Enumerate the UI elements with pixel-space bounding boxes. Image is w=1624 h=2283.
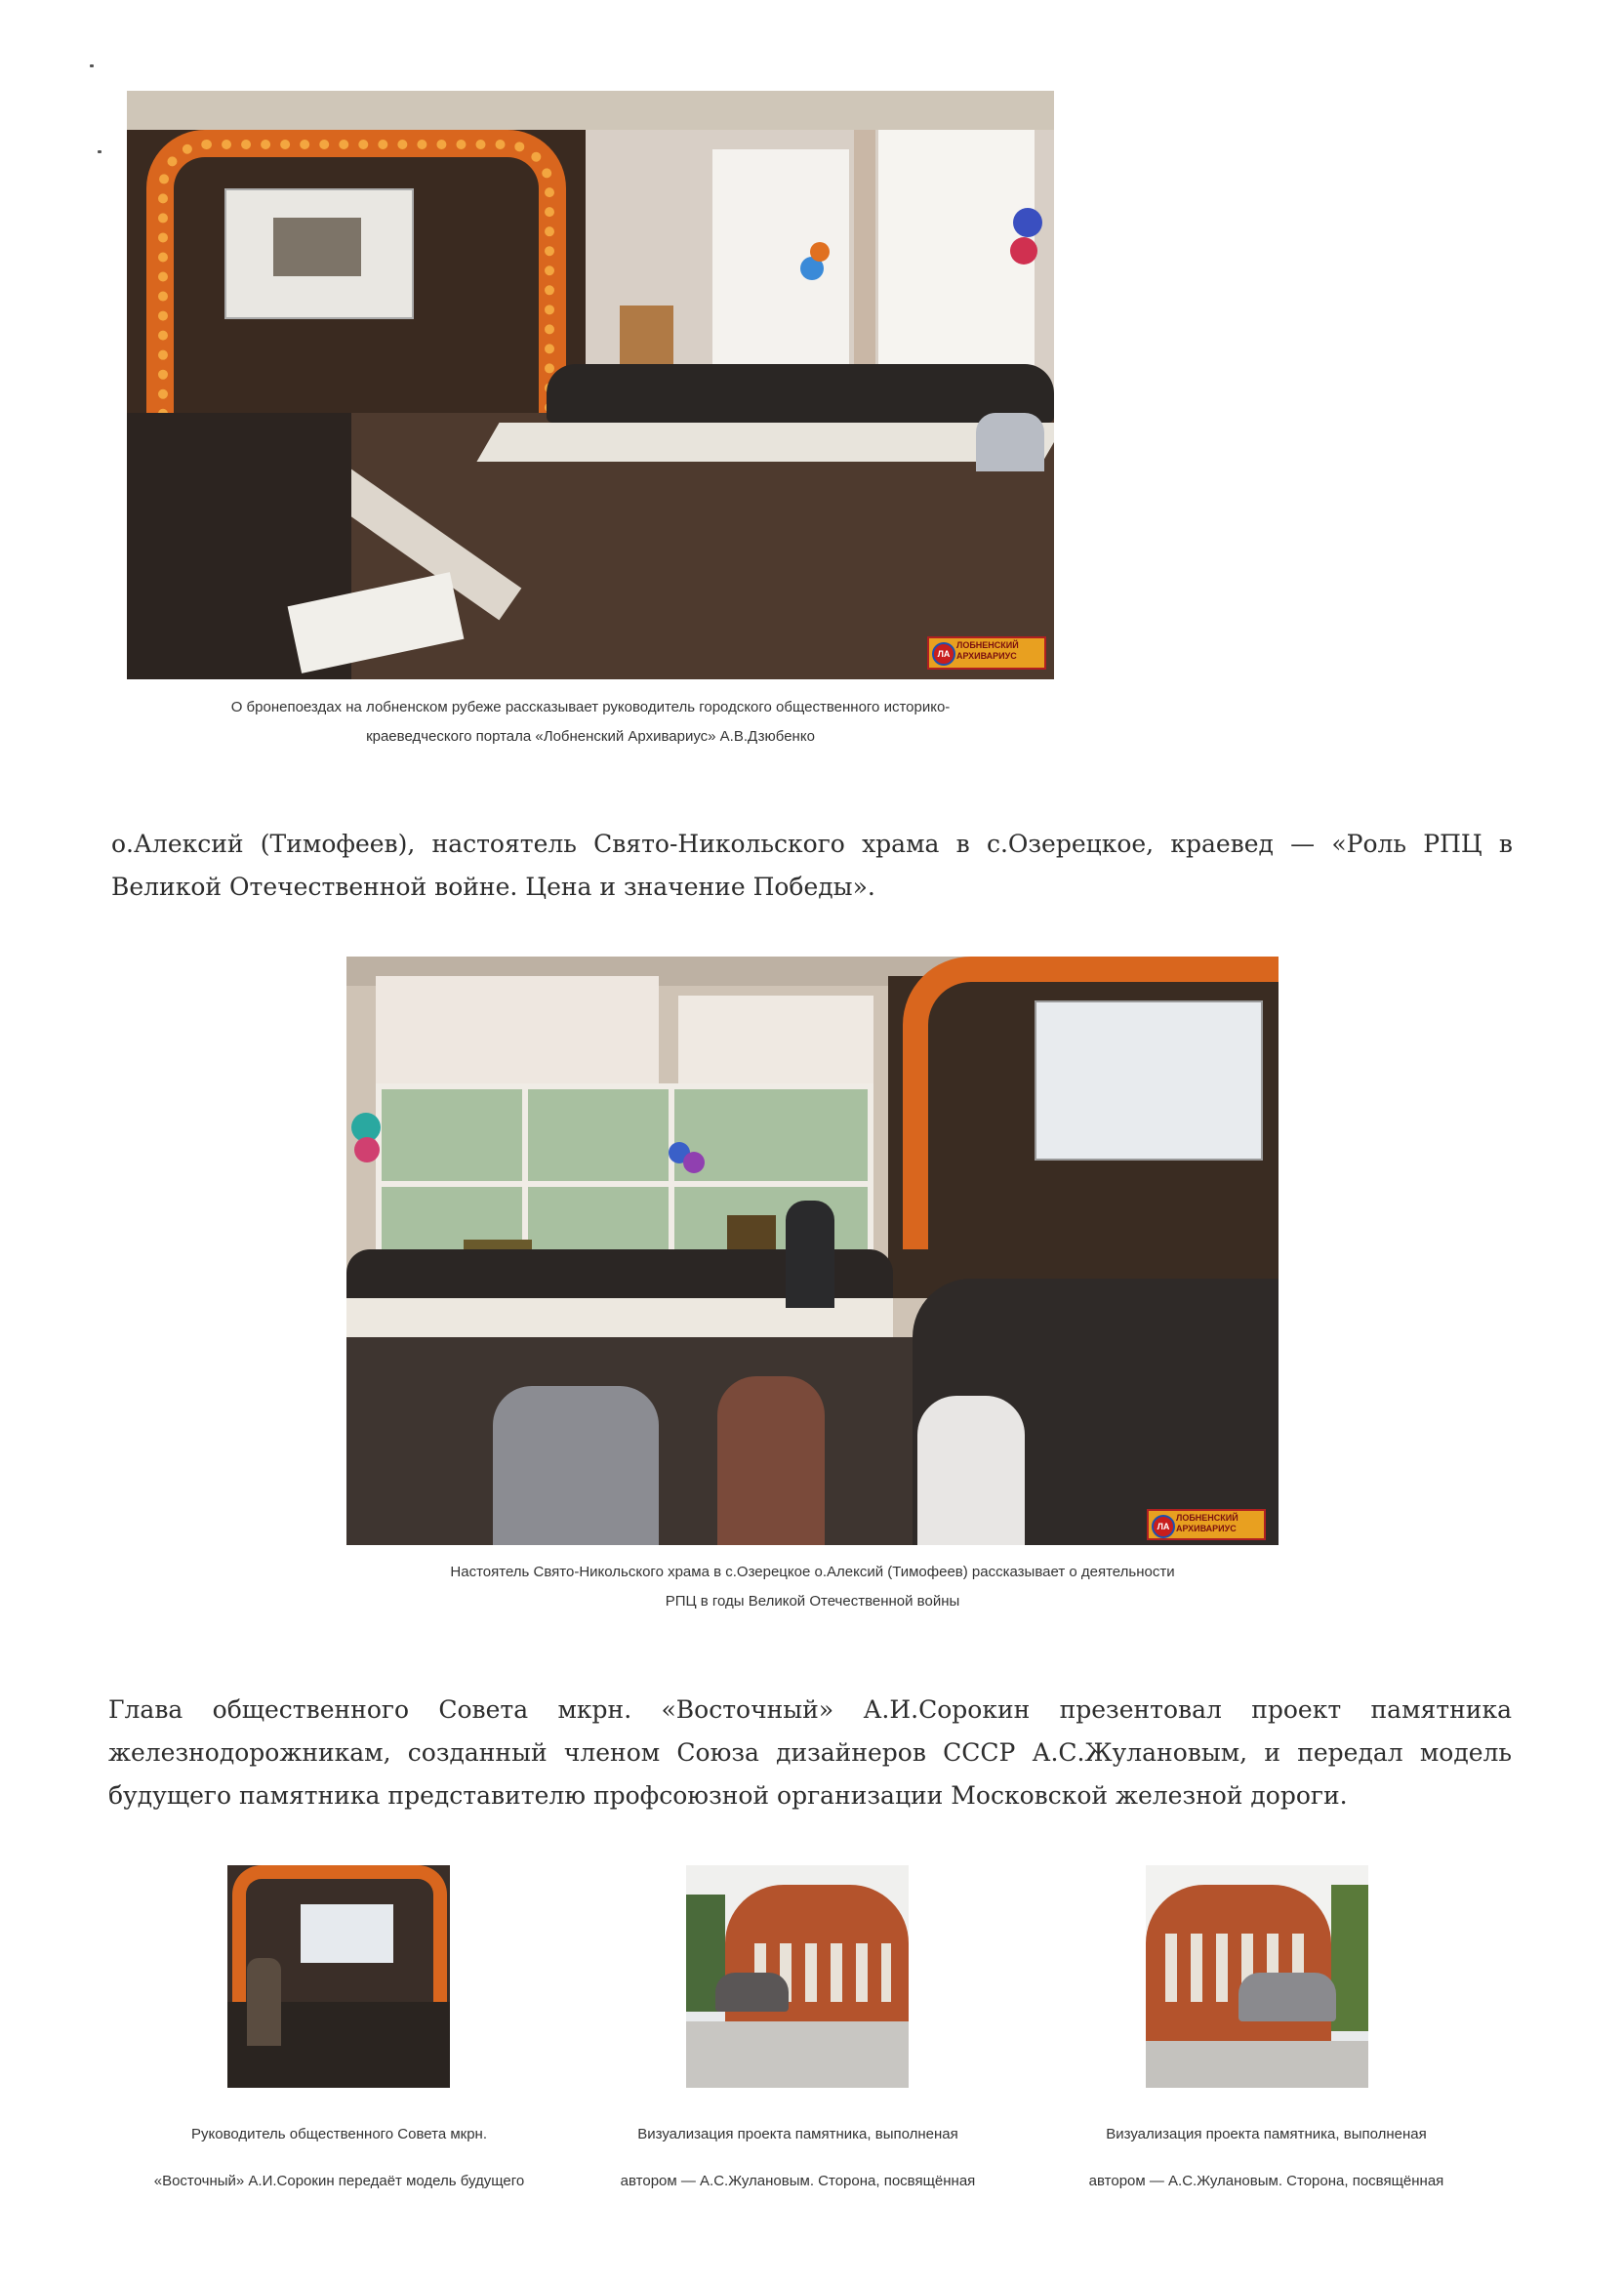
watermark-text-2: АРХИВАРИУС [956, 651, 1017, 661]
thumbnail-photo-1 [227, 1865, 450, 2088]
caption-line: Руководитель общественного Совета мкрн. [190, 2126, 488, 2142]
balloons-center [683, 1152, 705, 1173]
caption-line: автором — А.С.Жулановым. Сторона, посвящённая [1088, 2173, 1444, 2189]
caption-line: РПЦ в годы Великой Отечественной войны [665, 1593, 960, 1610]
caption-line: Визуализация проекта памятника, выполненая [1106, 2126, 1427, 2142]
balloons-mid [810, 242, 830, 262]
body-paragraph-2: Глава общественного Совета мкрн. «Восточный» А.И.Сорокин презентовал проект памятника железнодорожникам, созданный членом Союза дизайнеров СССР А.С.Жулановым, и передал модель будущего памятника представителю профсоюзной организации Московской железной дороги. [108, 1695, 1512, 1810]
attendees-row [547, 364, 1054, 423]
window-transom [376, 1181, 873, 1187]
caption-line: «Восточный» А.И.Сорокин передаёт модель будущего [153, 2173, 525, 2189]
figure-caption-1 [127, 691, 1054, 754]
attendee-white-shirt [917, 1396, 1025, 1545]
attendee-grey-jacket [493, 1386, 659, 1545]
body-paragraph-1: о.Алексий (Тимофеев), настоятель Свято-Никольского храма в с.Озерецкое, краевед — «Роль РПЦ в Великой Отечественной войне. Цена и значение Победы». [111, 830, 1513, 901]
scan-speck [98, 150, 102, 153]
monument [1238, 1973, 1336, 2021]
presenter [247, 1958, 281, 2046]
balloons-right [1010, 237, 1037, 265]
thumbnail-photo-3 [1146, 1865, 1368, 2088]
thumbnail-caption-2 [556, 2111, 1039, 2205]
watermark-logo [927, 636, 1046, 670]
scan-speck [90, 64, 94, 67]
projection-screen [301, 1904, 393, 1963]
logo-icon: ЛА [1152, 1515, 1175, 1538]
attendee-light-shirt [976, 413, 1044, 471]
thumbnail-photo-2 [686, 1865, 909, 2088]
tree [1331, 1885, 1368, 2031]
caption-line: автором — А.С.Жулановым. Сторона, посвящённая [620, 2173, 976, 2189]
figure-caption-2 [346, 1556, 1279, 1618]
caption-line: Настоятель Свято-Никольского храма в с.Озерецкое о.Алексий (Тимофеев) рассказывает о деятельности [450, 1564, 1175, 1580]
thumbnail-caption-1 [98, 2111, 581, 2205]
screen-image [273, 218, 361, 276]
monument [715, 1973, 789, 2012]
balloons-left [354, 1137, 380, 1162]
window-1 [376, 976, 659, 1083]
caption-line: О бронепоездах на лобненском рубеже рассказывает руководитель городского общественного историко- [230, 699, 951, 715]
conference-photo-1 [127, 91, 1054, 679]
conference-photo-2 [346, 957, 1279, 1545]
attendee-blonde [717, 1376, 825, 1545]
caption-line: краеведческого портала «Лобненский Архивариус» А.В.Дзюбенко [366, 728, 815, 745]
pavement [686, 2021, 909, 2088]
pillar [854, 130, 875, 403]
thumbnail-caption-3 [1025, 2111, 1508, 2205]
projection-screen [1035, 1000, 1263, 1161]
logo-icon: ЛА [932, 642, 955, 666]
window-2 [678, 996, 873, 1083]
watermark-text-2: АРХИВАРИУС [1176, 1524, 1237, 1533]
watermark-text-1: ЛОБНЕНСКИЙ [1176, 1513, 1238, 1523]
watermark-logo [1147, 1509, 1266, 1540]
watermark-text-1: ЛОБНЕНСКИЙ [956, 640, 1019, 650]
caption-line: Визуализация проекта памятника, выполненая [637, 2126, 958, 2142]
speaker [786, 1201, 834, 1308]
table-long [476, 423, 1054, 462]
pavement [1146, 2041, 1368, 2088]
balloons-right [1013, 208, 1042, 237]
window-1 [712, 149, 849, 374]
